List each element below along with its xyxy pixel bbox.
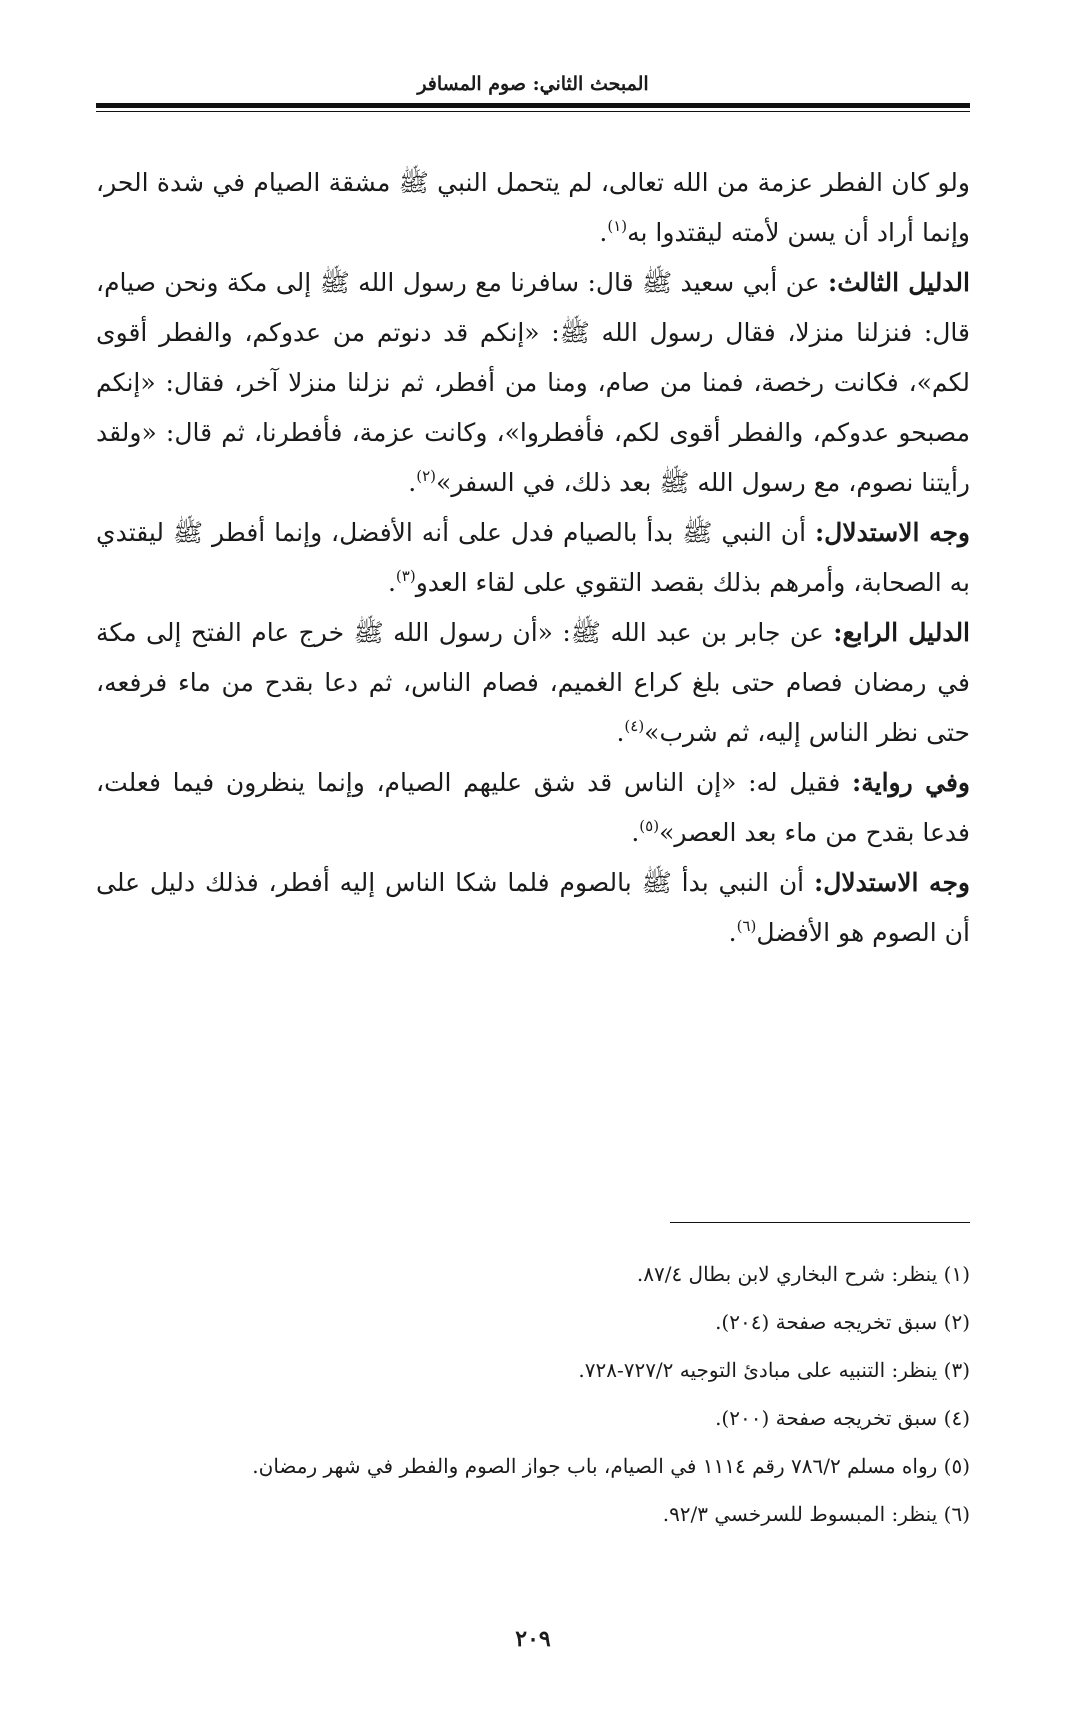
period: . bbox=[631, 818, 640, 847]
paragraph-text: عن جابر بن عبد الله ﷺ: «أن رسول الله ﷺ خرج عام الفتح إلى مكة في رمضان فصام حتى بلغ كراع الغميم، فصام الناس، ثم دعا بقدح من ماء فرفعه، حتى نظر الناس إليه، ثم شرب» bbox=[96, 618, 970, 747]
footnote-ref-6[interactable]: (٦) bbox=[736, 917, 757, 935]
page-number: ٢٠٩ bbox=[515, 1626, 551, 1652]
paragraph-6 bbox=[96, 858, 970, 958]
main-text bbox=[96, 158, 970, 958]
running-header: المبحث الثاني: صوم المسافر bbox=[417, 73, 649, 95]
paragraph-lead: وجه الاستدلال: bbox=[813, 868, 970, 897]
period: . bbox=[616, 718, 625, 747]
paragraph-lead: الدليل الرابع: bbox=[833, 618, 971, 647]
paragraph-2 bbox=[96, 258, 970, 508]
footnote-5: (٥) رواه مسلم ٧٨٦/٢ رقم ١١١٤ في الصيام، باب جواز الصوم والفطر في شهر رمضان. bbox=[252, 1454, 970, 1478]
footnote-ref-4[interactable]: (٤) bbox=[624, 717, 645, 735]
footnotes-list bbox=[96, 1250, 970, 1538]
paragraph-lead: وجه الاستدلال: bbox=[814, 518, 970, 547]
paragraph-3 bbox=[96, 508, 970, 608]
footnote-ref-2[interactable]: (٢) bbox=[416, 467, 437, 485]
footnote-2: (٢) سبق تخريجه صفحة (٢٠٤). bbox=[715, 1310, 970, 1334]
paragraph-1 bbox=[96, 158, 970, 258]
footnote-4: (٤) سبق تخريجه صفحة (٢٠٠). bbox=[715, 1406, 970, 1430]
paragraph-lead: وفي رواية: bbox=[852, 768, 970, 797]
footnote-3: (٣) ينظر: التنبيه على مبادئ التوجيه ٧٢٧/٢-٧٢٨. bbox=[578, 1358, 970, 1382]
paragraph-5 bbox=[96, 758, 970, 858]
paragraph-text: أن النبي ﷺ بدأ بالصيام فدل على أنه الأفضل، وإنما أفطر ﷺ ليقتدي به الصحابة، وأمرهم بذلك بقصد التقوي على لقاء العدو bbox=[96, 518, 970, 597]
paragraph-lead: الدليل الثالث: bbox=[827, 268, 970, 297]
period: . bbox=[728, 918, 737, 947]
period: . bbox=[599, 218, 608, 247]
paragraph-text: أن النبي بدأ ﷺ بالصوم فلما شكا الناس إليه أفطر، فذلك دليل على أن الصوم هو الأفضل bbox=[96, 868, 970, 947]
paragraph-text: عن أبي سعيد ﷺ قال: سافرنا مع رسول الله ﷺ إلى مكة ونحن صيام، قال: فنزلنا منزلا، فقال رسول الله ﷺ: «إنكم قد دنوتم من عدوكم، والفطر أقوى لكم»، فكانت رخصة، فمنا من صام، ومنا من أفطر، ثم نزلنا منزلا آخر، فقال: «إنكم مصبحو عدوكم، والفطر أقوى لكم، فأفطروا»، وكانت عزمة، فأفطرنا، ثم قال: «ولقد رأيتنا نصوم، مع رسول الله ﷺ بعد ذلك، في السفر» bbox=[96, 268, 970, 497]
period: . bbox=[387, 568, 396, 597]
footnote-1: (١) ينظر: شرح البخاري لابن بطال ٨٧/٤. bbox=[636, 1262, 970, 1286]
footnote-ref-5[interactable]: (٥) bbox=[639, 817, 660, 835]
footnote-ref-1[interactable]: (١) bbox=[607, 217, 628, 235]
footnote-ref-3[interactable]: (٣) bbox=[395, 567, 416, 585]
paragraph-text: ولو كان الفطر عزمة من الله تعالى، لم يتحمل النبي ﷺ مشقة الصيام في شدة الحر، وإنما أراد أن يسن لأمته ليقتدوا به bbox=[96, 168, 970, 247]
footnote-separator bbox=[670, 1222, 970, 1223]
header-rule-thin bbox=[96, 111, 970, 112]
header-rule-thick bbox=[96, 103, 970, 108]
paragraph-text: فقيل له: «إن الناس قد شق عليهم الصيام، وإنما ينظرون فيما فعلت، فدعا بقدح من ماء بعد العصر» bbox=[96, 768, 970, 847]
footnote-6: (٦) ينظر: المبسوط للسرخسي ٩٢/٣. bbox=[662, 1502, 970, 1526]
period: . bbox=[408, 468, 417, 497]
paragraph-4 bbox=[96, 608, 970, 758]
